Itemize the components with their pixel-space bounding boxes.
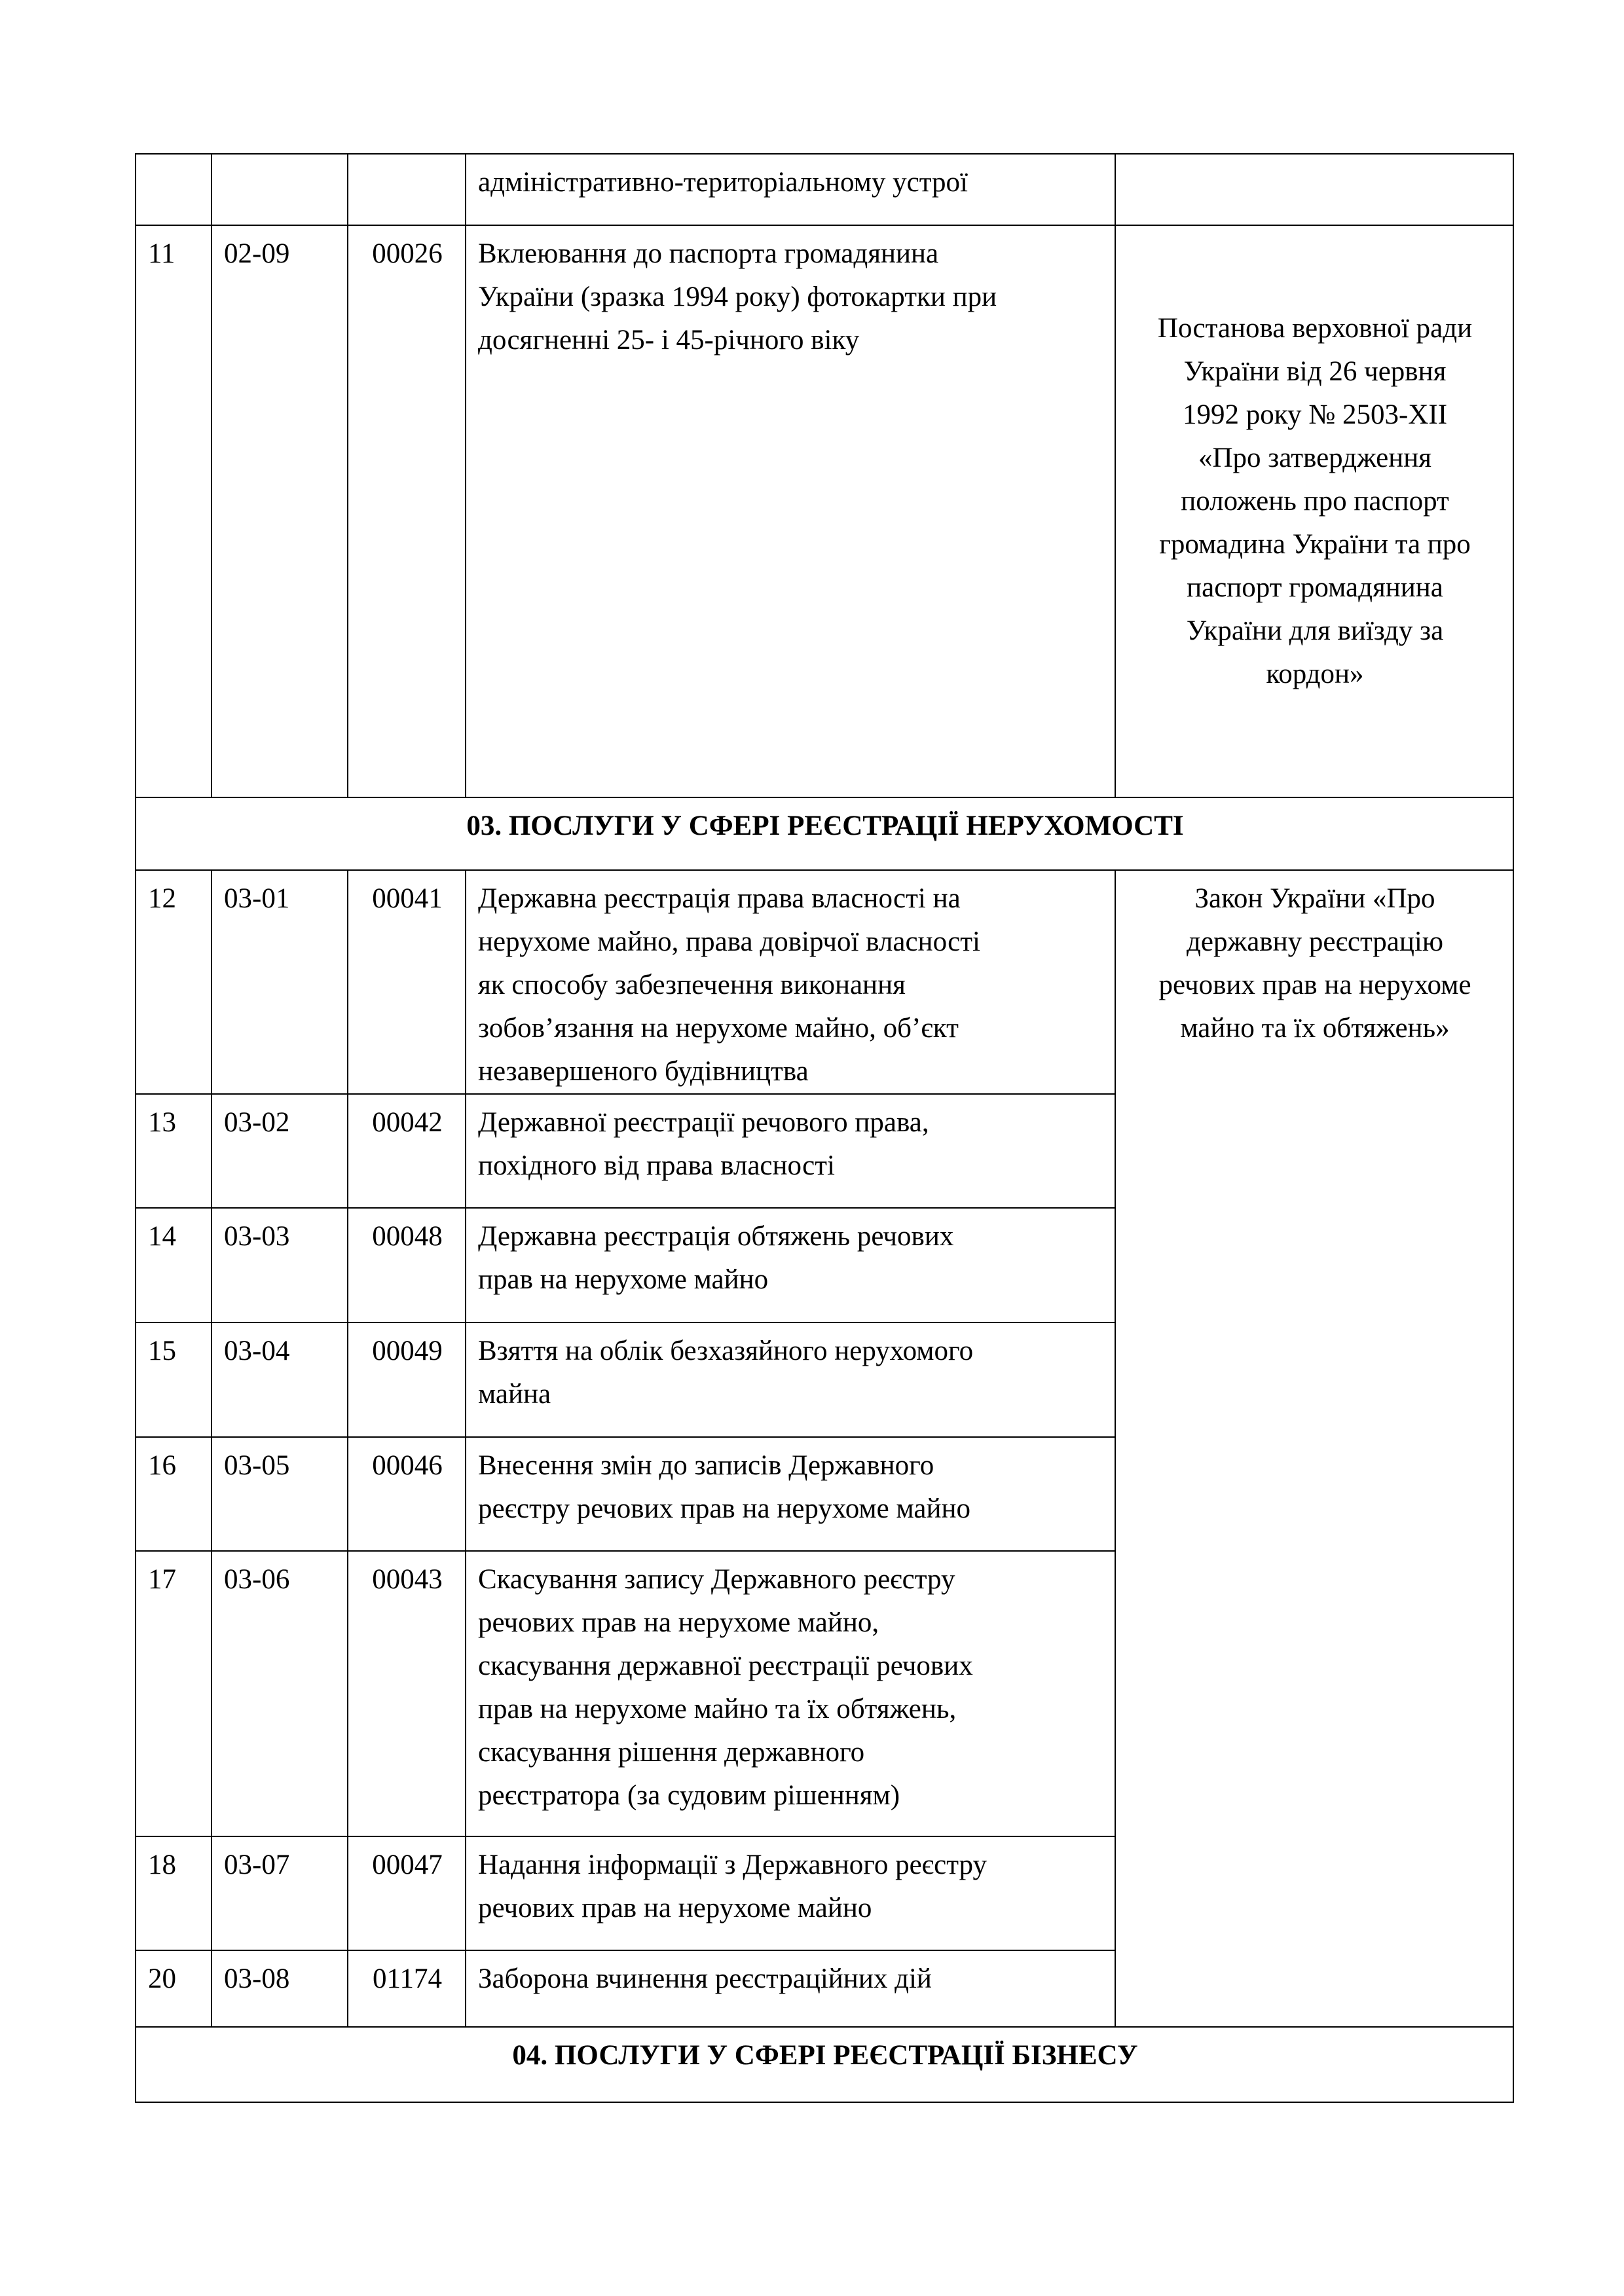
service-id: 01174	[348, 1950, 466, 2027]
text-line: нерухоме майно, права довірчої власності	[478, 926, 980, 957]
text-line: речових прав на нерухоме майно,	[478, 1607, 879, 1638]
text-line: України (зразка 1994 року) фотокартки при	[478, 282, 997, 312]
text-line: скасування рішення державного	[478, 1737, 865, 1768]
service-code	[212, 154, 348, 225]
text-line: України від 26 червня	[1183, 356, 1447, 387]
text-line: державну реєстрацію	[1187, 926, 1443, 957]
row-number: 13	[136, 1094, 212, 1208]
text-line: досягненні 25- і 45-річного віку	[478, 325, 860, 355]
text-line: Вклеювання до паспорта громадянина	[478, 238, 939, 269]
service-description	[466, 1322, 1115, 1437]
text-line: скасування державної реєстрації речових	[478, 1650, 973, 1681]
text-line: реєстратора (за судовим рішенням)	[478, 1780, 900, 1811]
section-heading: 03. ПОСЛУГИ У СФЕРІ РЕЄСТРАЦІЇ НЕРУХОМОСТІ	[136, 797, 1513, 870]
text-line: паспорт громадянина	[1187, 572, 1443, 603]
text-line: реєстру речових прав на нерухоме майно	[478, 1493, 970, 1524]
section-row	[136, 2027, 1513, 2102]
text-line: Постанова верховної ради	[1157, 313, 1473, 344]
service-id	[348, 154, 466, 225]
service-description	[466, 870, 1115, 1094]
section-row	[136, 797, 1513, 870]
service-code: 02-09	[212, 225, 348, 797]
text-line: кордон»	[1266, 659, 1364, 689]
text-line: прав на нерухоме майно та їх обтяжень,	[478, 1694, 957, 1724]
service-id: 00042	[348, 1094, 466, 1208]
service-id: 00043	[348, 1551, 466, 1836]
service-code: 03-07	[212, 1836, 348, 1950]
text-line: речових прав на нерухоме	[1158, 970, 1471, 1000]
row-number	[136, 154, 212, 225]
text-line: Державної реєстрації речового права,	[478, 1107, 929, 1138]
text-line: Державна реєстрація права власності на	[478, 883, 961, 914]
service-description	[466, 1437, 1115, 1551]
text-line: речових прав на нерухоме майно	[478, 1893, 872, 1923]
service-id: 00048	[348, 1208, 466, 1322]
service-code: 03-02	[212, 1094, 348, 1208]
text-line: Надання інформації з Державного реєстру	[478, 1850, 987, 1880]
text-line: похідного від права власності	[478, 1150, 835, 1181]
service-code: 03-04	[212, 1322, 348, 1437]
service-description	[466, 225, 1115, 797]
table-row	[136, 225, 1513, 797]
service-description	[466, 1094, 1115, 1208]
row-number: 11	[136, 225, 212, 797]
service-code: 03-05	[212, 1437, 348, 1551]
service-description	[466, 1208, 1115, 1322]
text-line: Скасування запису Державного реєстру	[478, 1564, 955, 1595]
service-id: 00026	[348, 225, 466, 797]
row-number: 16	[136, 1437, 212, 1551]
text-line: як способу забезпечення виконання	[478, 970, 906, 1000]
text-line: майно та їх обтяжень»	[1180, 1013, 1450, 1044]
service-code: 03-03	[212, 1208, 348, 1322]
service-description	[466, 154, 1115, 225]
text-line: Внесення змін до записів Державного	[478, 1450, 934, 1481]
legal-basis	[1115, 225, 1513, 797]
row-number: 15	[136, 1322, 212, 1437]
text-line: майна	[478, 1379, 551, 1410]
service-id: 00049	[348, 1322, 466, 1437]
service-code: 03-06	[212, 1551, 348, 1836]
text-line: прав на нерухоме майно	[478, 1264, 769, 1295]
text-line: Заборона вчинення реєстраційних дій	[478, 1963, 932, 1994]
section-heading: 04. ПОСЛУГИ У СФЕРІ РЕЄСТРАЦІЇ БІЗНЕСУ	[136, 2027, 1513, 2102]
service-description	[466, 1836, 1115, 1950]
table-row	[136, 154, 1513, 225]
text-line: Державна реєстрація обтяжень речових	[478, 1221, 954, 1252]
text-line: 1992 року № 2503-XII	[1182, 399, 1448, 430]
service-code: 03-08	[212, 1950, 348, 2027]
row-number: 14	[136, 1208, 212, 1322]
table-row	[136, 870, 1513, 1094]
service-id: 00041	[348, 870, 466, 1094]
text-line: незавершеного будівництва	[478, 1056, 809, 1087]
text-line: Взяття на облік безхазяйного нерухомого	[478, 1336, 974, 1366]
service-description	[466, 1950, 1115, 2027]
text-line: зобов’язання на нерухоме майно, об’єкт	[478, 1013, 959, 1044]
service-code: 03-01	[212, 870, 348, 1094]
services-table	[135, 153, 1514, 2103]
row-number: 20	[136, 1950, 212, 2027]
service-description	[466, 1551, 1115, 1836]
text-line: положень про паспорт	[1181, 486, 1449, 517]
text-line: адміністративно-територіальному устрої	[478, 167, 968, 198]
legal-basis	[1115, 870, 1513, 2027]
row-number: 17	[136, 1551, 212, 1836]
service-id: 00046	[348, 1437, 466, 1551]
text-line: громадина України та про	[1159, 529, 1471, 560]
text-line: України для виїзду за	[1186, 615, 1444, 646]
text-line: «Про затвердження	[1198, 443, 1432, 473]
row-number: 18	[136, 1836, 212, 1950]
service-id: 00047	[348, 1836, 466, 1950]
text-line: Закон України «Про	[1194, 883, 1435, 914]
row-number: 12	[136, 870, 212, 1094]
legal-basis	[1115, 154, 1513, 225]
